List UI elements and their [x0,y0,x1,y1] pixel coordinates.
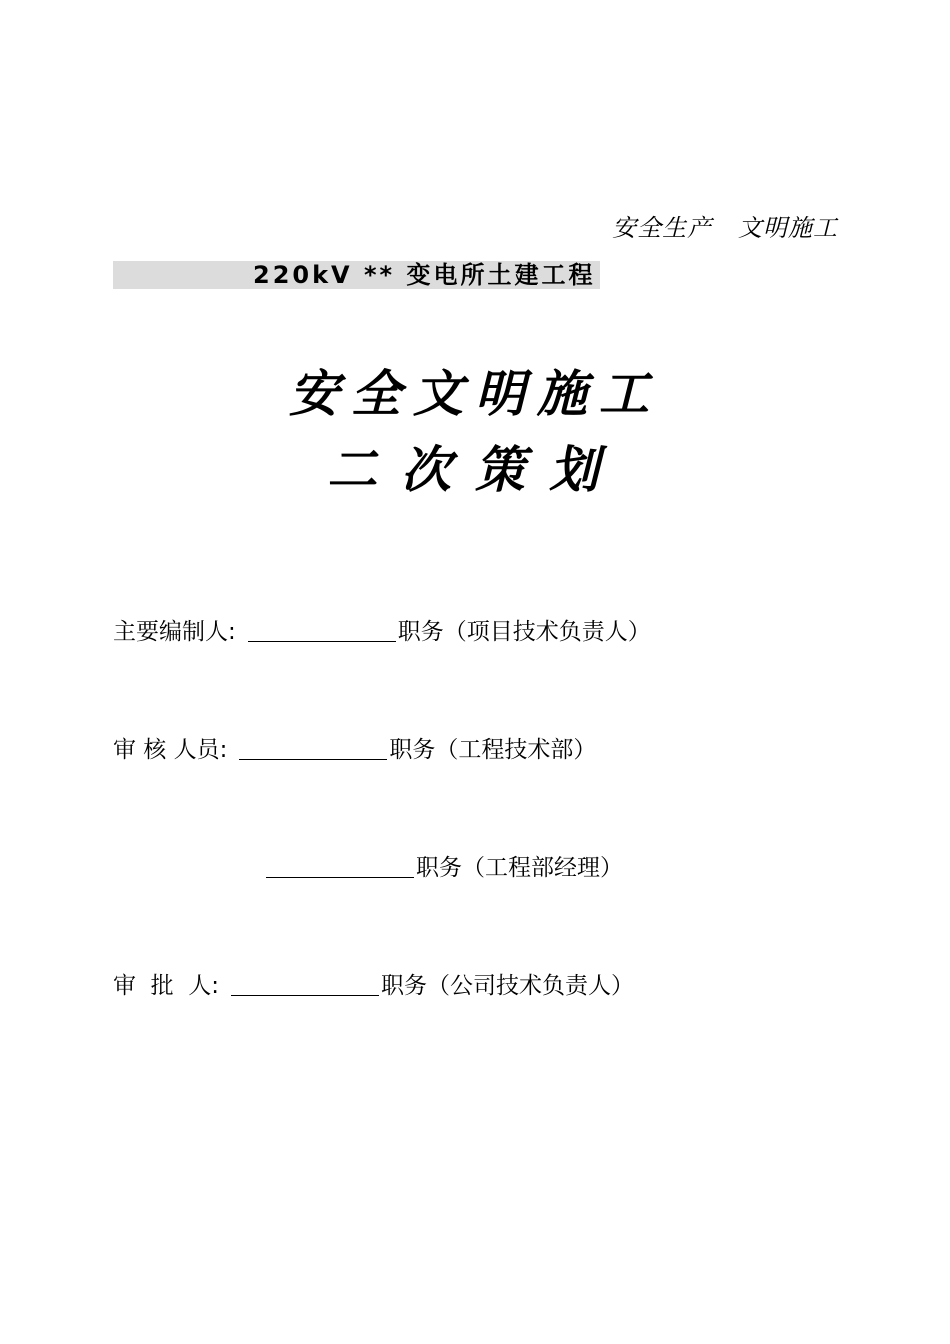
project-title: 220kV ** 变电所土建工程 [253,261,596,289]
signature-blank-line[interactable] [266,859,414,878]
signature-label: 审 核 人员: [113,737,228,763]
signature-position: 职务（项目技术负责人） [397,619,651,645]
signature-position: 职务（公司技术负责人） [381,973,634,999]
signature-row-approver [113,967,634,1000]
signature-position: 职务（工程技术部） [389,737,597,763]
main-title-line-2: 二次策划 [327,440,623,499]
signature-row-author [113,613,651,646]
signature-blank-line[interactable] [248,623,396,642]
slogan-text: 安全生产 文明施工 [612,214,838,242]
signature-label: 审 批 人: [113,973,219,999]
main-title-line-1: 安全文明施工 [289,364,661,423]
signature-label: 主要编制人: [113,619,236,645]
signature-blank-line[interactable] [231,977,379,996]
signature-blank-line[interactable] [239,741,387,760]
signature-position: 职务（工程部经理） [416,855,623,881]
signature-row-reviewer [113,731,596,764]
signature-row-reviewer-2 [266,849,623,882]
